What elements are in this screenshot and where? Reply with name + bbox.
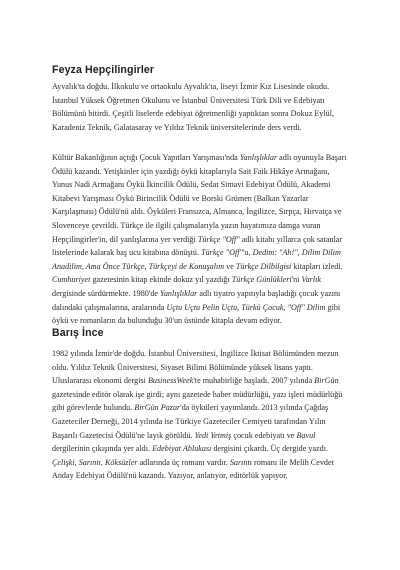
text-run: romanı ile Melih Cevdet Anday Edebiyat Ödülü'nü kazandı. Yazıyor, anlatıyor, editörlük yapıyor. [52, 457, 334, 481]
text-run: Ayvalık'ta doğdu. İlkokulu ve ortaokulu Ayvalık'ta, liseyi İzmir Kız Lisesinde okudu. İstanbul Yüksek Öğretmen Okulunu ve İstanbul Üniversitesi Türk Dili ve Edebiyatı Bölümünü bitirdi. Çeşitli liselerde edebiyat öğretmenliği yaptıktan sonra Dokuz Eylül, Karadeniz Teknik, Galatasaray ve Yıldız Teknik üniversitelerinde ders verdi. [52, 82, 335, 132]
text-run: çocuk edebiyatı ve [231, 430, 297, 440]
text-run: gazetesinde editör olarak işe girdi; aynı gazetede haber müdürlüğü, yazı işleri müdürlüğü gibi görevlerde bulundu. [52, 389, 343, 413]
text-run: dergisini çıkardı. Üç dergide yazdı. [211, 444, 329, 454]
italic-title-text: Bavul [296, 430, 316, 440]
italic-title-text: BusinessWeek [147, 376, 194, 386]
text-run: 'ni [291, 275, 302, 285]
italic-title-text: Cumhuriyet [52, 275, 91, 285]
italic-title-text: Dedim: "Ah!", Dilim Dilim Anadilim, Ama Önce Türkçe, Türkçeyi de Konuşalım [52, 248, 341, 271]
italic-title-text: Türkçe Dilbilgisi [235, 261, 292, 271]
italic-title-text: BirGün [314, 376, 339, 386]
italic-title-text: Uçtu Uçtu Pelin Uçtu, Türkü Çocuk, "Off" Dilim [166, 302, 326, 312]
italic-title-text: BirGün Pazar [134, 403, 181, 413]
italic-title-text: Yanlışlıklar [239, 153, 278, 162]
text-run: kitapları izledi. [291, 261, 343, 271]
text-run: 'u, [242, 248, 253, 258]
text-run: Kültür Bakanlığının açtığı Çocuk Yapıtları Yarışması'nda [52, 153, 240, 162]
italic-title-text: Yanlışlıklar [160, 288, 198, 298]
text-run: 'te muhabirliğe başladı. 2007 yılında [193, 376, 315, 386]
text-run: ve [224, 261, 236, 271]
author-heading-feyza: Feyza Hepçilingirler [52, 64, 155, 76]
bio-paragraph [52, 80, 350, 134]
italic-title-text: Türkçe Günlükleri [231, 275, 292, 285]
text-run: gazetesinin kitap ekinde dokuz yıl yazdığı [90, 275, 232, 285]
text-run: dergilerinin çıkışında yer aldı. [52, 444, 153, 454]
text-run: dergisinde sürdürmekte. 1980'de [52, 288, 161, 298]
bio-paragraph [52, 151, 350, 328]
italic-title-text: Varlık [301, 275, 321, 285]
text-run: adlı tiyatro yapıtıyla başladığı çocuk yazını dalındaki çalışmalarına, aralarında [52, 288, 341, 312]
text-run: 'da öyküleri yayımlandı. 2013 yılında Çağdaş Gazeteciler Derneği, 2014 yılında ise Türkiye Gazeteciler Cemiyeti tarafından Yılın Başarılı Gazetecisi Ödülü'ne layık görüldü. [52, 403, 329, 440]
text-run: adlarında üç romanı vardır. [137, 457, 230, 467]
author-heading-baris: Barış İnce [52, 327, 104, 339]
italic-title-text: Türkçe "Off" [197, 234, 240, 244]
italic-title-text: Türkçe "Off" [201, 248, 243, 258]
italic-title-text: Edebiyat Ablukası [152, 444, 212, 454]
text-run: adlı oyunuyla Başarı Ödülü kazandı. Yetişkinler için yazdığı öykü kitaplarıyla Sait Faik Hikâye Armağanı, Yunus Nadi Armağanı Öykü İkincilik Ödülü, Sedat Simavi Edebiyat Ödülü, Akademi Kitabevi Yarışması Öykü Birincilik Ödülü ve Borski Grümen (Balkan Yazarlar Karşılaşması) Ödülü'nü aldı. Öyküleri Fransızca, Almanca, İngilizce, Sırpça, Hırvatça ve Slovenceye çevrildi. Türkçe ile ilgili çalışmalarıyla yazın hayatımıza damga vuran Hepçilingirler'in, dil yanlışlarına yer verdiği [52, 153, 347, 244]
italic-title-text: Çelişki, Sarıntı, Köksüzler [52, 457, 138, 467]
italic-title-text: Sarıntı [229, 457, 252, 467]
italic-title-text: Yedi Yetmiş [194, 430, 232, 440]
text-run: 1982 yılında İzmir'de doğdu. İstanbul Üniversitesi, İngilizce İktisat Bölümünden mezun oldu. Yıldız Teknik Üniversitesi, Siyaset Bilimi Bölümünde yüksek lisans yaptı. Uluslararası ekonomi dergisi [52, 349, 339, 386]
text-run: adlı kitabı yıllarca çok satanlar listelerinde kalarak baş ucu kitabına dönüştü. [52, 234, 343, 258]
bio-paragraph [52, 347, 350, 483]
text-run: gibi öykü ve romanların da bulunduğu 30'un üstünde kitapla devam ediyor. [52, 302, 341, 326]
